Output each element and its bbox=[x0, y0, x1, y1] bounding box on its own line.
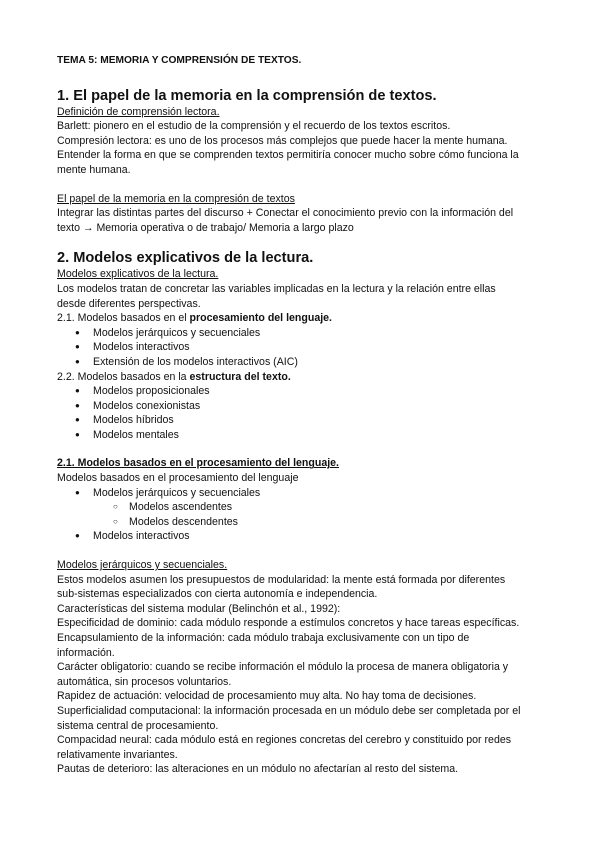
section-2-subheading: Modelos explicativos de la lectura. bbox=[57, 268, 219, 281]
list-2-1 bbox=[57, 326, 557, 370]
text-line: información. bbox=[57, 646, 115, 659]
text-line: Compacidad neural: cada módulo está en regiones concretas del cerebro y constituido por redes bbox=[57, 734, 512, 747]
text-line: Carácter obligatorio: cuando se recibe información el módulo la procesa de manera obligatoria y bbox=[57, 661, 509, 674]
paragraph-modelos-line2: desde diferentes perspectivas. bbox=[57, 297, 201, 310]
text-line: Pautas de deterioro: las alteraciones en un módulo no afectarían al resto del sistema. bbox=[57, 763, 459, 776]
item-2-2 bbox=[57, 370, 557, 385]
item-2-2-prefix: 2.2. Modelos basados en la bbox=[57, 370, 190, 383]
item-2-1 bbox=[57, 311, 557, 326]
list-2-1-detail bbox=[57, 486, 557, 544]
text-line: automática, sin procesos voluntarios. bbox=[57, 675, 232, 688]
section-1-subheading-papel-memoria: El papel de la memoria en la compresión de textos bbox=[57, 192, 295, 205]
paragraph-modelos-line1: Los modelos tratan de concretar las variables implicadas en la lectura y la relación entre ellas bbox=[57, 282, 496, 295]
list-2-2 bbox=[57, 384, 557, 442]
paragraph-barlett: Barlett: pionero en el estudio de la comprensión y el recuerdo de los textos escritos. bbox=[57, 120, 451, 133]
list-item: ● Modelos interactivos bbox=[57, 340, 557, 355]
list-item: ● Modelos jerárquicos y secuenciales bbox=[57, 486, 557, 501]
list-item: ● Modelos híbridos bbox=[57, 413, 557, 428]
text-line: relativamente invariantes. bbox=[57, 748, 178, 761]
list-subitem: ○ Modelos descendentes bbox=[57, 515, 557, 530]
list-item: ● Modelos conexionistas bbox=[57, 399, 557, 414]
text-line: sistema central de procesamiento. bbox=[57, 719, 219, 732]
text-line: Encapsulamiento de la información: cada módulo trabaja exclusivamente con un tipo de bbox=[57, 632, 470, 644]
list-subitem: ○ Modelos ascendentes bbox=[57, 500, 557, 515]
item-2-2-bold: estructura del texto. bbox=[189, 370, 291, 383]
list-item: ● Modelos proposicionales bbox=[57, 384, 557, 399]
item-2-1-bold: procesamiento del lenguaje. bbox=[189, 312, 332, 325]
text-line: Estos modelos asumen los presupuestos de modularidad: la mente está formada por diferentes bbox=[57, 573, 506, 586]
paragraph-modelos-basados: Modelos basados en el procesamiento del lenguaje bbox=[57, 472, 299, 485]
section-1-heading: 1. El papel de la memoria en la comprensión de textos. bbox=[57, 87, 437, 104]
list-item: ● Modelos interactivos bbox=[57, 529, 557, 544]
document-title: TEMA 5: MEMORIA Y COMPRENSIÓN DE TEXTOS. bbox=[57, 55, 302, 66]
paragraph-integrar-line1: Integrar las distintas partes del discurso + Conectar el conocimiento previo con la información del bbox=[57, 207, 514, 220]
section-2-1-heading: 2.1. Modelos basados en el procesamiento del lenguaje. bbox=[57, 457, 339, 470]
list-item: ● Modelos jerárquicos y secuenciales bbox=[57, 326, 557, 341]
text-line: sub-sistemas especializados con cierta autonomía e independencia. bbox=[57, 588, 378, 601]
paragraph-entender-line1: Entender la forma en que se comprenden textos permitiría conocer mucho sobre cómo funciona la bbox=[57, 149, 519, 162]
section-2-heading: 2. Modelos explicativos de la lectura. bbox=[57, 250, 314, 267]
list-item: ● Extensión de los modelos interactivos (AIC) bbox=[57, 355, 557, 370]
text-line: Rapidez de actuación: velocidad de procesamiento muy alta. No hay toma de decisiones. bbox=[57, 690, 477, 703]
text-line: Características del sistema modular (Belinchón et al., 1992): bbox=[57, 602, 341, 615]
paragraph-integrar-line2: texto → Memoria operativa o de trabajo/ Memoria a largo plazo bbox=[57, 221, 354, 234]
section-1-subheading-definition: Definición de comprensión lectora. bbox=[57, 105, 220, 118]
document-body bbox=[57, 54, 557, 777]
text-line: Superficialidad computacional: la información procesada en un módulo debe ser completada por el bbox=[57, 704, 521, 717]
text-line: Especificidad de dominio: cada módulo responde a estímulos concretos y hace tareas específicas. bbox=[57, 617, 520, 630]
item-2-1-prefix: 2.1. Modelos basados en el bbox=[57, 312, 190, 325]
paragraph-comprension-lectora: Compresión lectora: es uno de los procesos más complejos que puede hacer la mente humana. bbox=[57, 134, 508, 147]
paragraph-entender-line2: mente humana. bbox=[57, 163, 131, 176]
subheading-jerarquicos: Modelos jerárquicos y secuenciales. bbox=[57, 559, 228, 572]
list-item: ● Modelos mentales bbox=[57, 428, 557, 443]
